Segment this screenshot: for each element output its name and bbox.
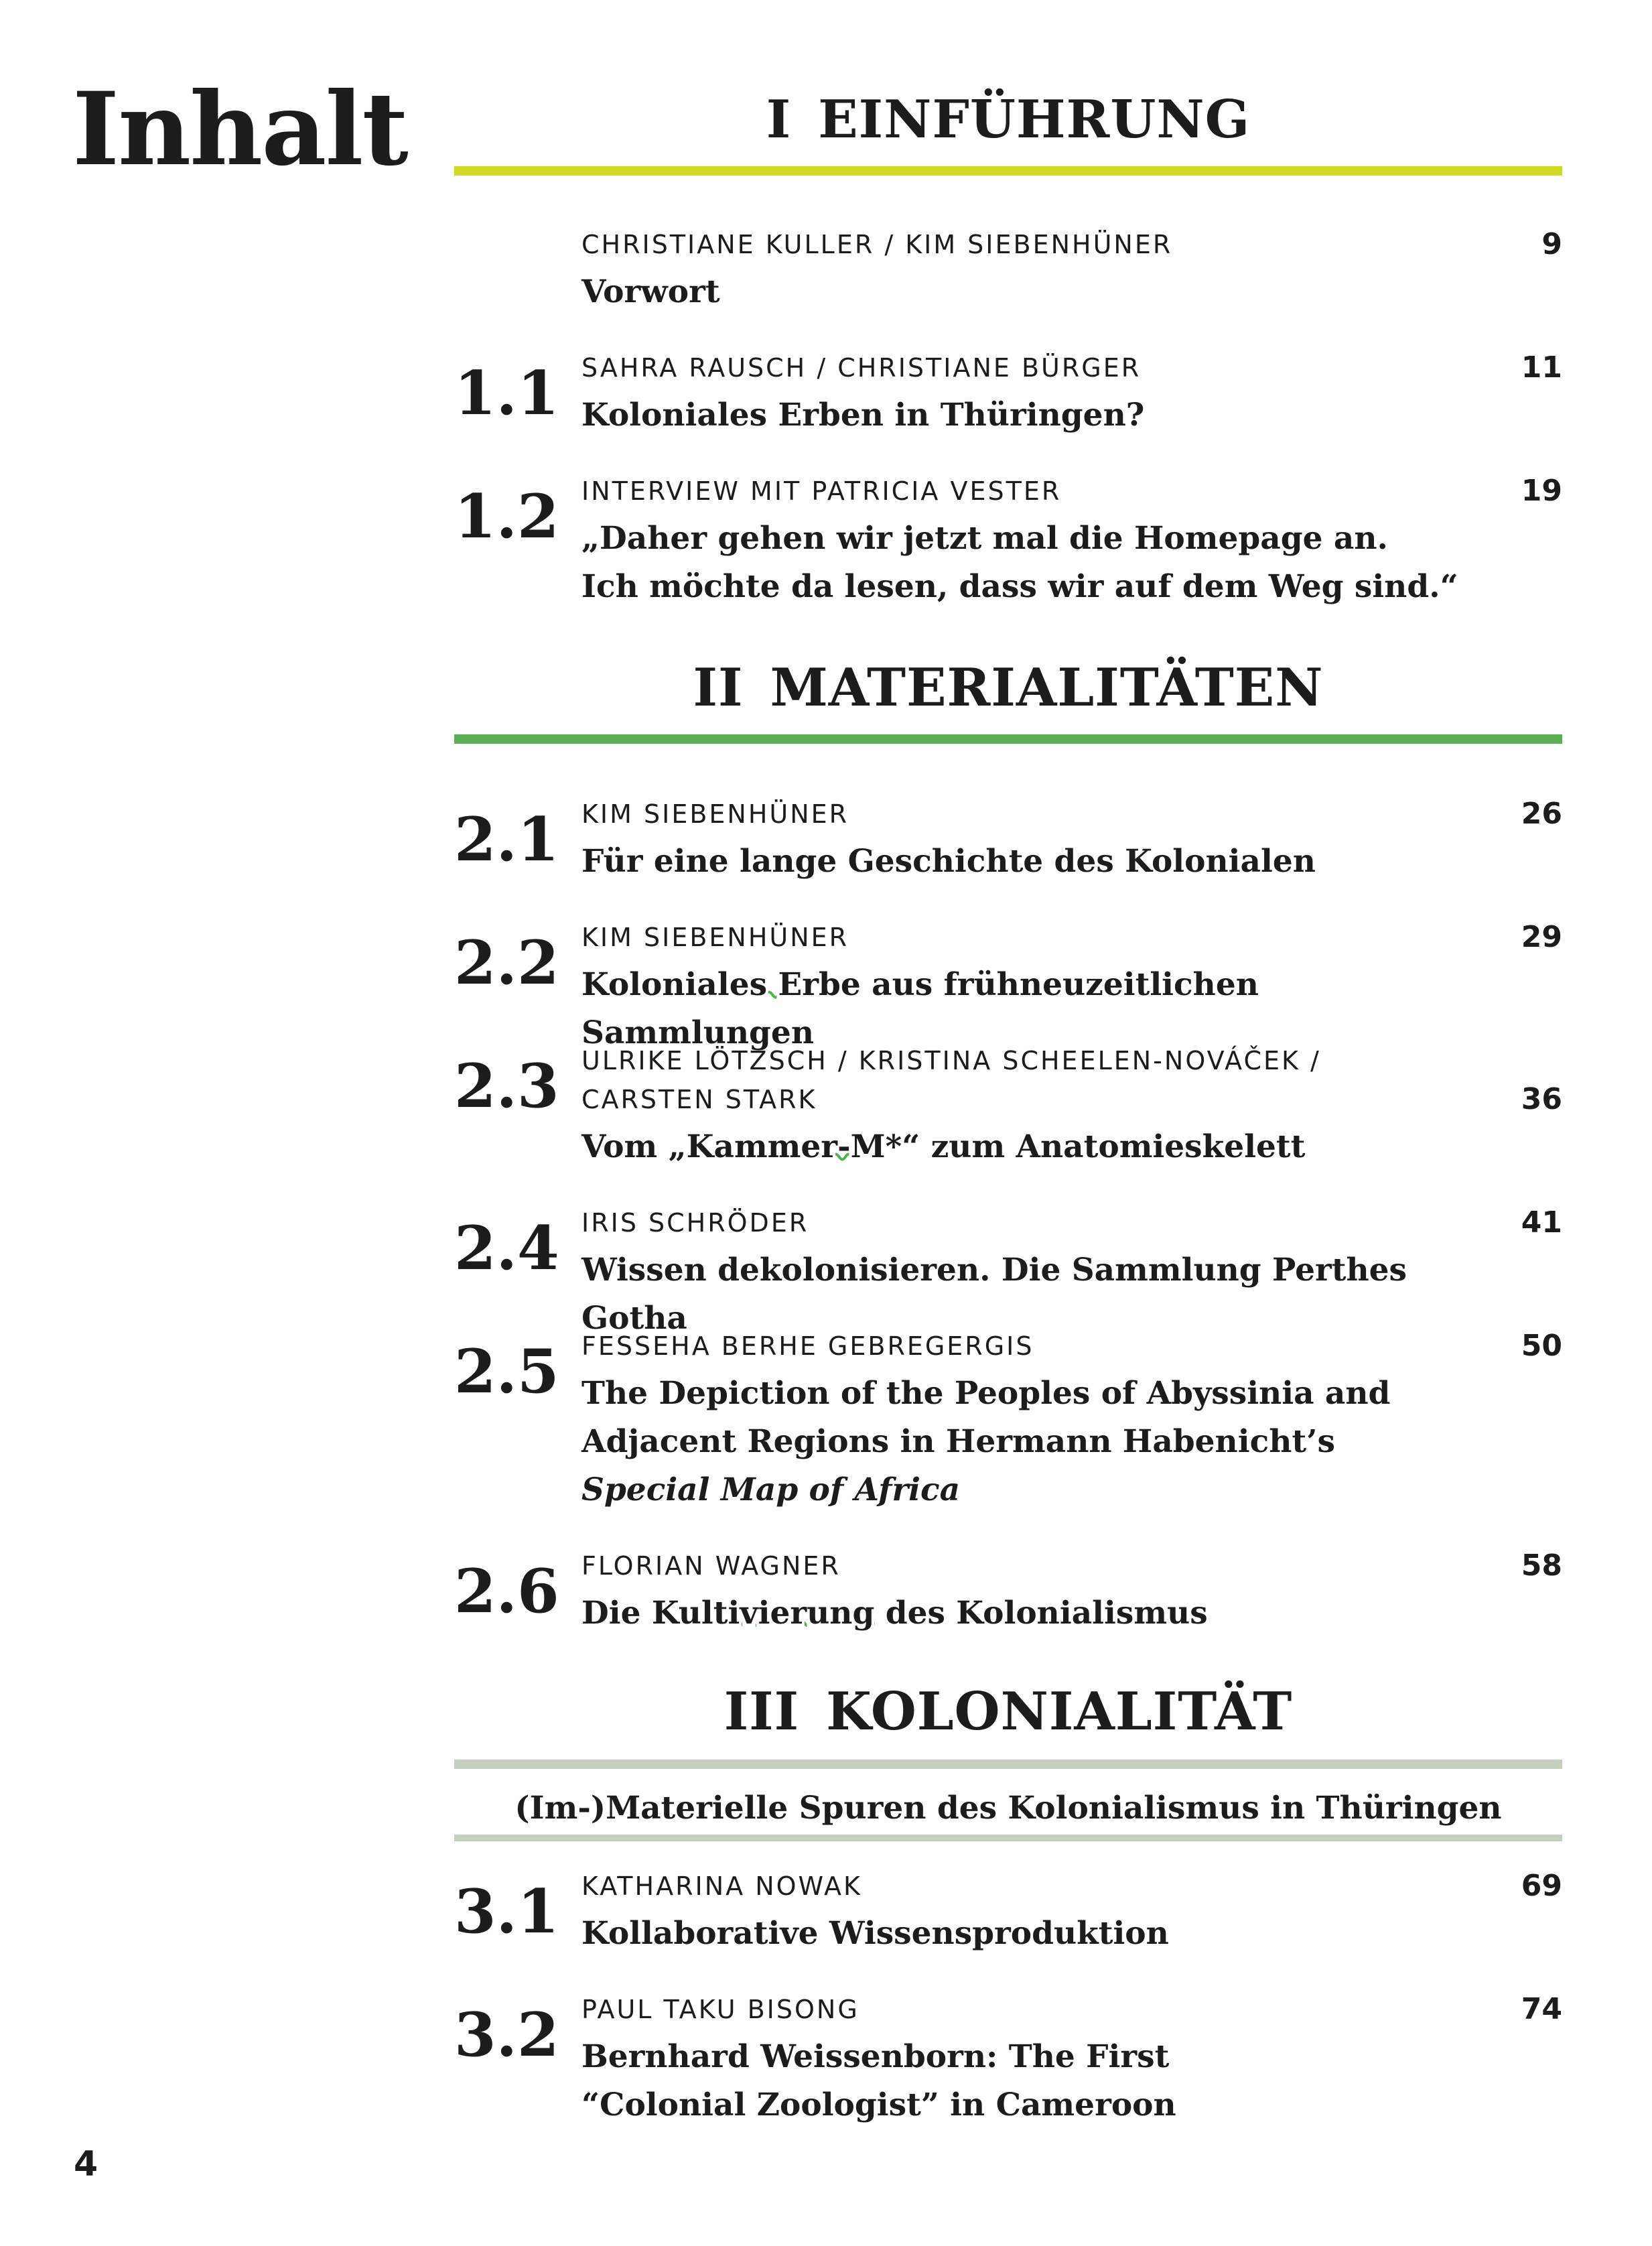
- section-rule: [454, 1760, 1562, 1769]
- section-rule: [454, 1835, 1562, 1841]
- entry-title-post: des Kolonialismus: [874, 1595, 1208, 1632]
- entry-author: CARSTEN STARK: [581, 1085, 817, 1114]
- entry-author: KIM SIEBENHÜNER: [581, 799, 849, 829]
- section-header-einfuehrung: [454, 89, 1562, 150]
- entry-number: 2.5: [454, 1336, 559, 1407]
- page-title: Inhalt: [72, 70, 407, 188]
- section-subtitle: (Im-)Materielle Spuren des Kolonialismus in Thüringen: [514, 1790, 1502, 1827]
- entry-page-number: 50: [1521, 1329, 1562, 1363]
- entry-title: [581, 2033, 1452, 2129]
- entry-number: 2.6: [454, 1556, 559, 1627]
- entry-title-pre: Die: [581, 1595, 652, 1632]
- section-rule: [454, 734, 1562, 744]
- section-title: MATERIALITÄTEN: [770, 657, 1324, 718]
- entry-title: [581, 1123, 1452, 1171]
- entry-page-number: 69: [1521, 1869, 1562, 1903]
- entry-title-rest: aus frühneuzeitlichen Sammlungen: [581, 966, 1259, 1051]
- entry-title: Für eine lange Geschichte des Kolonialen: [581, 843, 1316, 880]
- section-roman: I: [766, 89, 792, 150]
- entry-number: 2.2: [454, 927, 559, 998]
- entry-title: Koloniales Erben in Thüringen?: [581, 397, 1145, 434]
- entry-page-number: 36: [1521, 1082, 1562, 1116]
- entry-title-line: Bernhard Weissenborn: The First: [581, 2038, 1170, 2075]
- entry-page-number: 11: [1521, 350, 1562, 385]
- entry-author: KATHARINA NOWAK: [581, 1871, 862, 1901]
- entry-author: SAHRA RAUSCH / CHRISTIANE BÜRGER: [581, 353, 1142, 383]
- entry-number: 2.1: [454, 804, 559, 875]
- entry-number: 1.1: [454, 358, 559, 429]
- entry-title-line: Ich möchte da lesen, dass wir auf dem Weg sind.“: [581, 568, 1458, 605]
- marked-term: Koloniales Erbe: [581, 966, 861, 1003]
- page-number: 4: [74, 2144, 98, 2184]
- section-title: EINFÜHRUNG: [818, 89, 1251, 150]
- entry-title-line: Adjacent Regions in Hermann Habenicht’s: [581, 1423, 1335, 1460]
- entry-number: 3.2: [454, 1999, 559, 2070]
- entry-title-line: Special Map of Africa: [581, 1471, 961, 1508]
- entry-number: 3.1: [454, 1876, 559, 1947]
- entry-author: CHRISTIANE KULLER / KIM SIEBENHÜNER: [581, 230, 1173, 259]
- entry-page-number: 74: [1521, 1992, 1562, 2026]
- entry-author: PAUL TAKU BISONG: [581, 1995, 859, 2024]
- marked-term: Kammer-M: [686, 1128, 886, 1165]
- section-roman: III: [724, 1681, 800, 1742]
- entry-number: 2.4: [454, 1213, 559, 1284]
- section-title: KOLONIALITÄT: [826, 1681, 1293, 1742]
- entry-title: Vorwort: [581, 273, 720, 310]
- entry-title: [581, 1370, 1452, 1514]
- entry-title: [581, 1589, 1452, 1638]
- entry-title: Kollaborative Wissensproduktion: [581, 1915, 1169, 1952]
- entry-title-post: *“ zum Anatomieskelett: [885, 1128, 1306, 1165]
- entry-title: [581, 515, 1458, 611]
- entry-page-number: 9: [1541, 227, 1562, 261]
- entry-title-pre: Vom „: [581, 1128, 687, 1165]
- entry-page-number: 19: [1521, 474, 1562, 508]
- entry-title-line: “Colonial Zoologist” in Cameroon: [581, 2087, 1176, 2123]
- entry-title-line: The Depiction of the Peoples of Abyssinia and: [581, 1375, 1391, 1412]
- entry-number: 1.2: [454, 481, 559, 552]
- section-rule: [454, 166, 1562, 176]
- section-header-materialitaeten: [454, 657, 1562, 718]
- entry-page-number: 29: [1521, 920, 1562, 954]
- entry-title: Wissen dekolonisieren. Die Sammlung Perthes Gotha: [581, 1252, 1407, 1337]
- marked-term: Kultivierung: [651, 1595, 875, 1632]
- entry-title-line: „Daher gehen wir jetzt mal die Homepage an.: [581, 520, 1388, 557]
- entry-number: 2.3: [454, 1051, 559, 1122]
- entry-page-number: 58: [1521, 1548, 1562, 1583]
- entry-page-number: 41: [1521, 1205, 1562, 1240]
- entry-author: FESSEHA BERHE GEBREGERGIS: [581, 1331, 1034, 1361]
- entry-author: ULRIKE LÖTZSCH / KRISTINA SCHEELEN-NOVÁČEK /: [581, 1046, 1321, 1075]
- entry-author: INTERVIEW MIT PATRICIA VESTER: [581, 476, 1062, 506]
- section-header-kolonialitaet: [454, 1681, 1562, 1742]
- entry-author: FLORIAN WAGNER: [581, 1551, 841, 1581]
- entry-author: IRIS SCHRÖDER: [581, 1208, 809, 1238]
- entry-author: KIM SIEBENHÜNER: [581, 923, 849, 952]
- section-roman: II: [693, 657, 744, 718]
- entry-page-number: 26: [1521, 797, 1562, 831]
